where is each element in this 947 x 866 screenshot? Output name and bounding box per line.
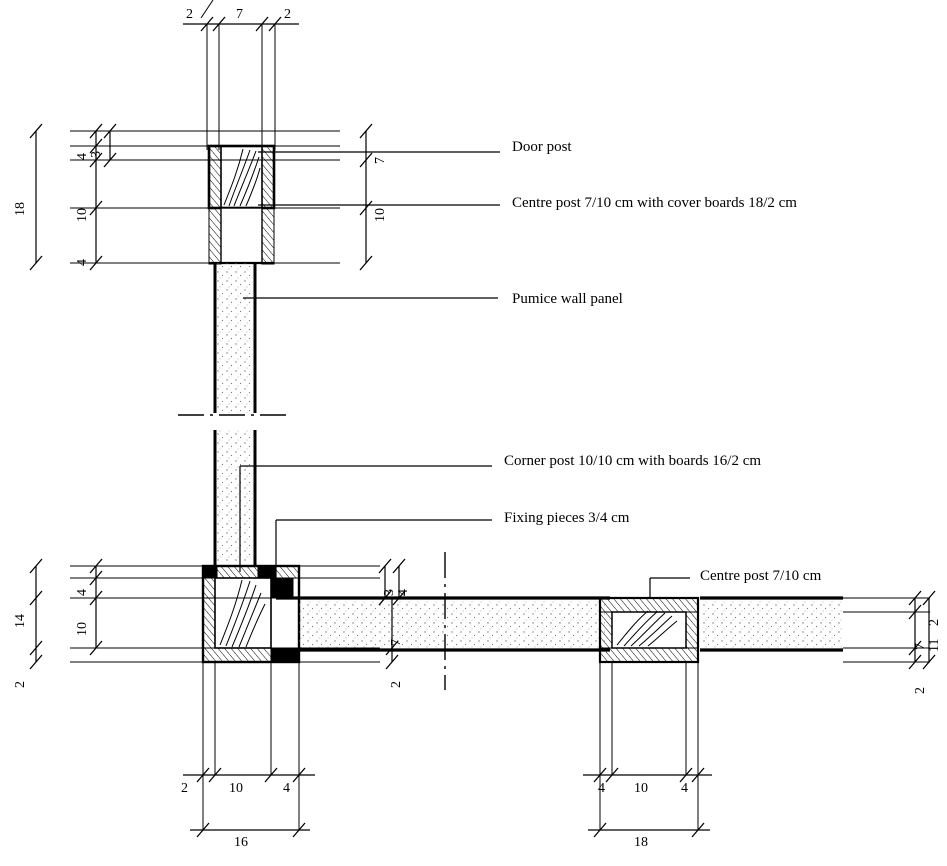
label-door-post: Door post: [512, 139, 572, 155]
dim-mid-4: 4: [396, 589, 411, 596]
dim-bottom-right-4-right: 4: [681, 781, 688, 796]
dim-left-3: 3: [89, 151, 104, 158]
label-centre-post-cover-boards: Centre post 7/10 cm with cover boards 18/2 cm: [512, 195, 797, 211]
dim-left-18: 18: [13, 202, 28, 216]
dim-left-14: 14: [13, 614, 28, 628]
dim-left-4-bottom: 4: [75, 259, 90, 266]
dim-top-2-left: 2: [186, 7, 193, 22]
label-centre-post: Centre post 7/10 cm: [700, 568, 822, 584]
dim-bottom-right-10: 10: [634, 781, 648, 796]
dim-right-11: 11: [927, 638, 942, 652]
dim-bottom-2: 2: [181, 781, 188, 796]
dim-bottom-10: 10: [229, 781, 243, 796]
dim-right-7-upper: 7: [373, 157, 388, 164]
dim-left-10-lower: 10: [75, 622, 90, 636]
dim-left-10-upper: 10: [75, 208, 90, 222]
dim-mid-2: 2: [389, 681, 404, 688]
dim-bottom-right-18: 18: [634, 835, 648, 850]
dim-bottom-16: 16: [234, 835, 248, 850]
label-fixing-pieces: Fixing pieces 3/4 cm: [504, 510, 630, 526]
dim-left-4-lower: 4: [75, 589, 90, 596]
dim-bottom-right-4-left: 4: [598, 781, 605, 796]
label-corner-post: Corner post 10/10 cm with boards 16/2 cm: [504, 453, 762, 469]
dim-top-7: 7: [236, 7, 243, 22]
dim-bottom-4: 4: [283, 781, 290, 796]
dim-right-7-lower: 7: [913, 643, 928, 650]
dim-right-2-top: 2: [927, 619, 942, 626]
dim-mid-7: 7: [389, 639, 404, 646]
dim-left-4-top: 4: [75, 153, 90, 160]
dim-right-10-upper: 10: [373, 208, 388, 222]
dim-left-2-lower: 2: [13, 681, 28, 688]
dim-mid-3: 3: [382, 589, 397, 596]
label-pumice-wall-panel: Pumice wall panel: [512, 291, 623, 307]
dim-right-2-bottom: 2: [913, 687, 928, 694]
dim-top-2-right: 2: [284, 7, 291, 22]
